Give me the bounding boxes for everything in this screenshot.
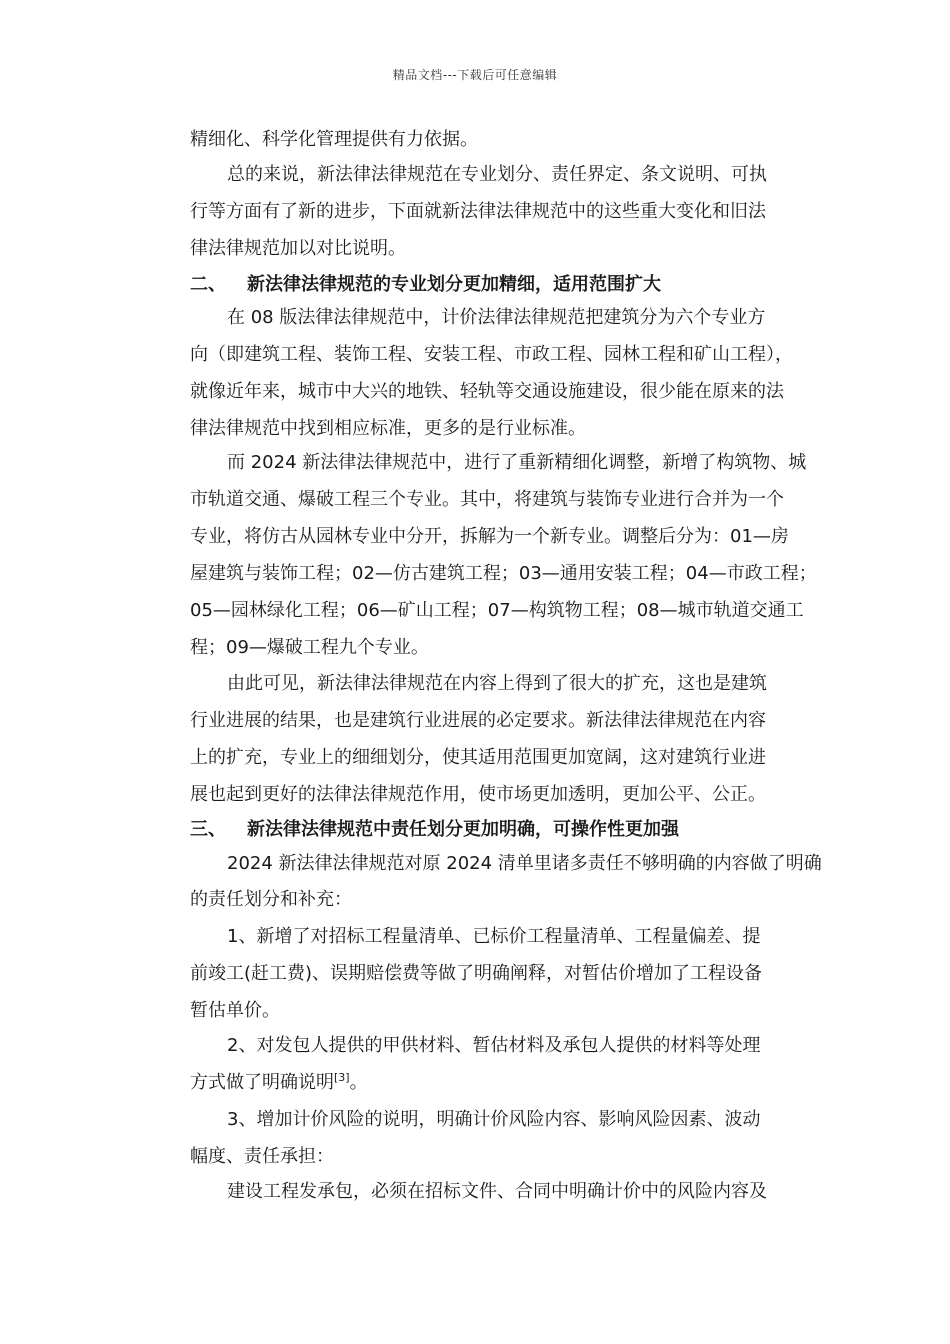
para-line: 展也起到更好的法律法律规范作用，使市场更加透明，更加公平、公正。 (190, 784, 766, 805)
section-number: 二、 (190, 274, 226, 295)
para-line: 上的扩充，专业上的细细划分，使其适用范围更加宽阔，这对建筑行业进 (190, 747, 766, 768)
para-line: 而 2024 新法律法律规范中，进行了重新精细化调整，新增了构筑物、城 (227, 452, 807, 473)
section-title: 新法律法律规范中责任划分更加明确，可操作性更加强 (247, 819, 679, 840)
para-line: 在 08 版法律法律规范中，计价法律法律规范把建筑分为六个专业方 (227, 307, 766, 328)
list-item-line: 3、增加计价风险的说明，明确计价风险内容、影响风险因素、波动 (227, 1109, 761, 1130)
para-line: 行业进展的结果，也是建筑行业进展的必定要求。新法律法律规范在内容 (190, 710, 766, 731)
section-title: 新法律法律规范的专业划分更加精细，适用范围扩大 (247, 274, 661, 295)
para-line: 律法律规范加以对比说明。 (190, 238, 406, 259)
section-number: 三、 (190, 819, 226, 840)
section-heading-2 (190, 273, 661, 297)
list-item-line: 1、新增了对招标工程量清单、已标价工程量清单、工程量偏差、提 (227, 926, 761, 947)
para-line: 精细化、科学化管理提供有力依据。 (190, 129, 478, 150)
list-item-line: 前竣工(赶工费)、误期赔偿费等做了明确阐释，对暂估价增加了工程设备 (190, 963, 763, 984)
para-line: 程；09—爆破工程九个专业。 (190, 637, 429, 658)
para-line: 总的来说，新法律法律规范在专业划分、责任界定、条文说明、可执 (227, 164, 767, 185)
para-line: 的责任划分和补充： (190, 889, 352, 910)
para-line: 行等方面有了新的进步，下面就新法律法律规范中的这些重大变化和旧法 (190, 201, 766, 222)
list-item-end: 。 (349, 1072, 368, 1093)
list-item-text: 方式做了明确说明 (190, 1072, 334, 1093)
para-line: 向（即建筑工程、装饰工程、安装工程、市政工程、园林工程和矿山工程）， (190, 344, 793, 365)
para-line: 就像近年来，城市中大兴的地铁、轻轨等交通设施建设，很少能在原来的法 (190, 381, 784, 402)
para-line: 市轨道交通、爆破工程三个专业。其中，将建筑与装饰专业进行合并为一个 (190, 489, 784, 510)
para-line: 屋建筑与装饰工程；02—仿古建筑工程；03—通用安装工程；04—市政工程； (190, 563, 817, 584)
section-heading-3 (190, 818, 679, 842)
list-item-line: 幅度、责任承担： (190, 1146, 334, 1167)
para-line: 由此可见，新法律法律规范在内容上得到了很大的扩充，这也是建筑 (227, 673, 767, 694)
para-line: 建设工程发承包，必须在招标文件、合同中明确计价中的风险内容及 (227, 1181, 767, 1202)
para-line: 律法律规范中找到相应标准，更多的是行业标准。 (190, 418, 586, 439)
list-item-line: 2、对发包人提供的甲供材料、暂估材料及承包人提供的材料等处理 (227, 1035, 761, 1056)
citation-ref: [3] (334, 1071, 350, 1084)
para-line: 05—园林绿化工程；06—矿山工程；07—构筑物工程；08—城市轨道交通工 (190, 600, 804, 621)
para-line: 2024 新法律法律规范对原 2024 清单里诸多责任不够明确的内容做了明确 (227, 853, 822, 874)
list-item-line: 暂估单价。 (190, 1000, 280, 1021)
para-line: 专业，将仿古从园林专业中分开，拆解为一个新专业。调整后分为：01—房 (190, 526, 789, 547)
list-item-line (190, 1071, 368, 1095)
page-header: 精品文档---下载后可任意编辑 (392, 68, 558, 82)
